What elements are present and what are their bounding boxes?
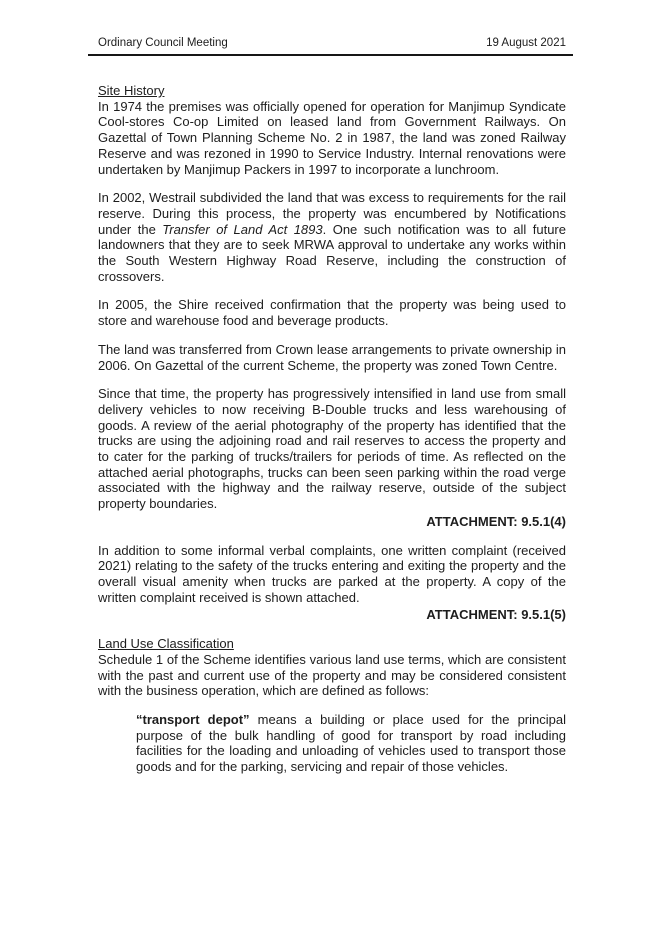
paragraph-text: In 2002, Westrail subdivided the land that was excess to requirements for the rail reserve. During this process, the property was encumbered by Notifications under the: [98, 190, 566, 237]
paragraph-site-history-5: Since that time, the property has progressively intensified in land use from small delivery vehicles to now receiving B-Double trucks and less warehousing of goods. A review of the aerial photography of the property has identified that the trucks are using the adjoining road and rail reserves to access the property and to cater for the parking of trucks/trailers for periods of time. As reflected on the attached aerial photographs, trucks can been seen parking within the road verge associated with the highway and the railway reserve, outside of the subject property boundaries.: [98, 386, 566, 512]
paragraph-site-history-1: In 1974 the premises was officially opened for operation for Manjimup Syndicate Cool-stores Co-op Limited on leased land from Government Railways. On Gazettal of Town Planning Scheme No. 2 in 1987, the land was zoned Railway Reserve and was rezoned in 1990 to Service Industry. Internal renovations were undertaken by Manjimup Packers in 1997 to incorporate a lunchroom.: [98, 98, 566, 177]
act-title-italic: Transfer of Land Act 1893: [162, 221, 323, 237]
paragraph-land-use-1: Schedule 1 of the Scheme identifies various land use terms, which are consistent with the past and current use of the property and may be considered consistent with the business operation, which are defined as follows:: [98, 651, 566, 699]
attachment-reference-2: ATTACHMENT: 9.5.1(5): [426, 607, 566, 623]
page-header: [88, 36, 573, 56]
paragraph-site-history-4: The land was transferred from Crown lease arrangements to private ownership in 2006. On Gazettal of the current Scheme, the property was zoned Town Centre.: [98, 341, 566, 373]
meeting-date: 19 August 2021: [486, 37, 566, 49]
definition-transport-depot: [98, 712, 566, 775]
attachment-reference-1: ATTACHMENT: 9.5.1(4): [426, 513, 566, 529]
paragraph-text: . One such notification was to all future landowners that they are to seek MRWA approval to undertake any works within the South Western Highway Road Reserve, including the construction of crossovers.: [98, 221, 566, 284]
document-body: [98, 83, 566, 775]
paragraph-site-history-3: In 2005, the Shire received confirmation that the property was being used to store and warehouse food and beverage products.: [98, 297, 566, 329]
section-heading-land-use-classification: Land Use Classification: [98, 636, 234, 652]
definition-text: means a building or place used for the principal purpose of the bulk handling of good for transport by road including facilities for the loading and unloading of vehicles used to transport those goods and for the parking, servicing and repair of those vehicles.: [136, 711, 566, 775]
paragraph-site-history-2: [98, 190, 566, 284]
definition-term: “transport depot”: [136, 711, 250, 727]
meeting-title: Ordinary Council Meeting: [98, 37, 228, 49]
section-heading-site-history: Site History: [98, 83, 165, 98]
paragraph-site-history-6: In addition to some informal verbal complaints, one written complaint (received 2021) relating to the safety of the trucks entering and exiting the property and the overall visual amenity when trucks are parked at the property. A copy of the written complaint received is shown attached.: [98, 542, 566, 605]
